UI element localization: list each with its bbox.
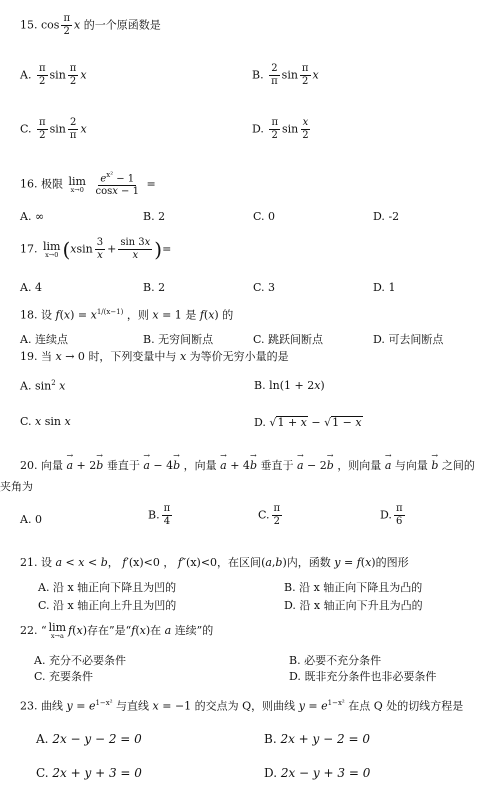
question-19-option-d[interactable]: D. √1 + x − √1 − x xyxy=(254,416,362,429)
question-15-option-d[interactable]: D. $\frac{\pi}{2}$ sin $\frac{x}{2}$ xyxy=(252,117,309,141)
question-20-option-d[interactable]: D. $\frac{\pi}{6}$ xyxy=(380,503,403,527)
question-18-option-d[interactable]: D. 可去间断点 xyxy=(373,333,444,346)
question-17-option-c[interactable]: C. 3 xyxy=(253,281,276,294)
question-19-stem: 19. 当 x → 0 时，下列变量中与 x 为等价无穷小量的是 xyxy=(20,350,289,363)
question-23-option-a[interactable]: A. 2x − y − 2 = 0 xyxy=(36,732,142,746)
question-15-stem: 15. cos $\frac{\pi}{2}$ x 的一个原函数是 xyxy=(20,13,161,37)
question-22-option-b[interactable]: B. 必要不充分条件 xyxy=(289,654,382,667)
question-19-option-b[interactable]: B. ln(1 + 2x) xyxy=(254,379,325,392)
question-15-option-a[interactable]: A. $\frac{\pi}{2}$ sin $\frac{\pi}{2}$ x xyxy=(20,63,87,87)
question-22-option-a[interactable]: A. 充分不必要条件 xyxy=(34,654,126,667)
question-21-option-b[interactable]: B. 沿 x 轴正向下降且为凸的 xyxy=(284,581,423,594)
question-17-option-a[interactable]: A. 4 xyxy=(20,281,42,294)
question-16-option-c[interactable]: C. 0 xyxy=(253,210,276,223)
question-23-option-d[interactable]: D. 2x − y + 3 = 0 xyxy=(264,766,371,780)
question-23-stem: 23. 曲线 $y = e^{1-x^2}$ 与直线 x = −1 的交点为 Q，则曲线 $y = e^{1-x^2}$ 在点 Q 处的切线方程是 xyxy=(20,699,464,713)
question-22-option-c[interactable]: C. 充要条件 xyxy=(34,670,94,683)
question-18-option-b[interactable]: B. 无穷间断点 xyxy=(143,333,214,346)
question-16-option-d[interactable]: D. -2 xyxy=(373,210,400,223)
question-22-stem: 22. “ lim x→a f(x)存在”是“f(x)在 a 连续”的 xyxy=(20,621,214,640)
question-23-option-c[interactable]: C. 2x + y + 3 = 0 xyxy=(36,766,142,780)
question-20-option-b[interactable]: B. $\frac{\pi}{4}$ xyxy=(148,503,171,527)
question-16-stem: 16. 极限 lim x→0 $\frac{e^{x^2} - 1}{\cos x - 1}$ = xyxy=(20,171,156,198)
question-21-stem: 21. 设 a < x < b， f′(x)<0 ， f″(x)<0，在区间(a,b)内，函数 y = f(x)的图形 xyxy=(20,556,409,569)
question-22-option-d[interactable]: D. 既非充分条件也非必要条件 xyxy=(289,670,437,683)
question-20-option-c[interactable]: C. $\frac{\pi}{2}$ xyxy=(258,503,281,527)
question-20-stem-line2: 夹角为 xyxy=(0,480,33,493)
question-17-stem: 17. lim x→0 (xsin $\frac{3}{x}$ + $\frac{\sin 3x}{x}$ )= xyxy=(20,237,172,262)
question-23-option-b[interactable]: B. 2x + y − 2 = 0 xyxy=(264,732,370,746)
question-20-option-a[interactable]: A. 0 xyxy=(20,513,42,526)
question-21-option-a[interactable]: A. 沿 x 轴正向下降且为凹的 xyxy=(38,581,177,594)
question-18-option-c[interactable]: C. 跳跃间断点 xyxy=(253,333,324,346)
question-18-option-a[interactable]: A. 连续点 xyxy=(20,333,68,346)
question-19-option-a[interactable]: A. $\sin^2 x$ xyxy=(20,379,66,393)
question-18-stem: 18. 设 $f(x) = x^{1/(x-1)}$ ，则 x = 1 是 f(x) 的 xyxy=(20,308,234,322)
question-21-option-d[interactable]: D. 沿 x 轴正向下升且为凸的 xyxy=(284,599,423,612)
question-17-option-d[interactable]: D. 1 xyxy=(373,281,396,294)
question-16-option-a[interactable]: A. ∞ xyxy=(20,210,45,223)
question-15-option-b[interactable]: B. $\frac{2}{\pi}$ sin $\frac{\pi}{2}$ x xyxy=(252,63,319,87)
question-20-stem-line1: 20. 向量 → a + 2→ b 垂直于 → a − 4→ b ，向量 → a + 4→ b 垂直于 → a − 2→ b ，则向量 → a 与向量 → b 之间的 xyxy=(20,460,475,471)
question-17-option-b[interactable]: B. 2 xyxy=(143,281,166,294)
question-21-option-c[interactable]: C. 沿 x 轴正向上升且为凹的 xyxy=(38,599,177,612)
question-16-option-b[interactable]: B. 2 xyxy=(143,210,166,223)
question-15-option-c[interactable]: C. $\frac{\pi}{2}$ sin $\frac{2}{\pi}$ x xyxy=(20,117,87,141)
question-19-option-c[interactable]: C. x sin x xyxy=(20,415,71,428)
